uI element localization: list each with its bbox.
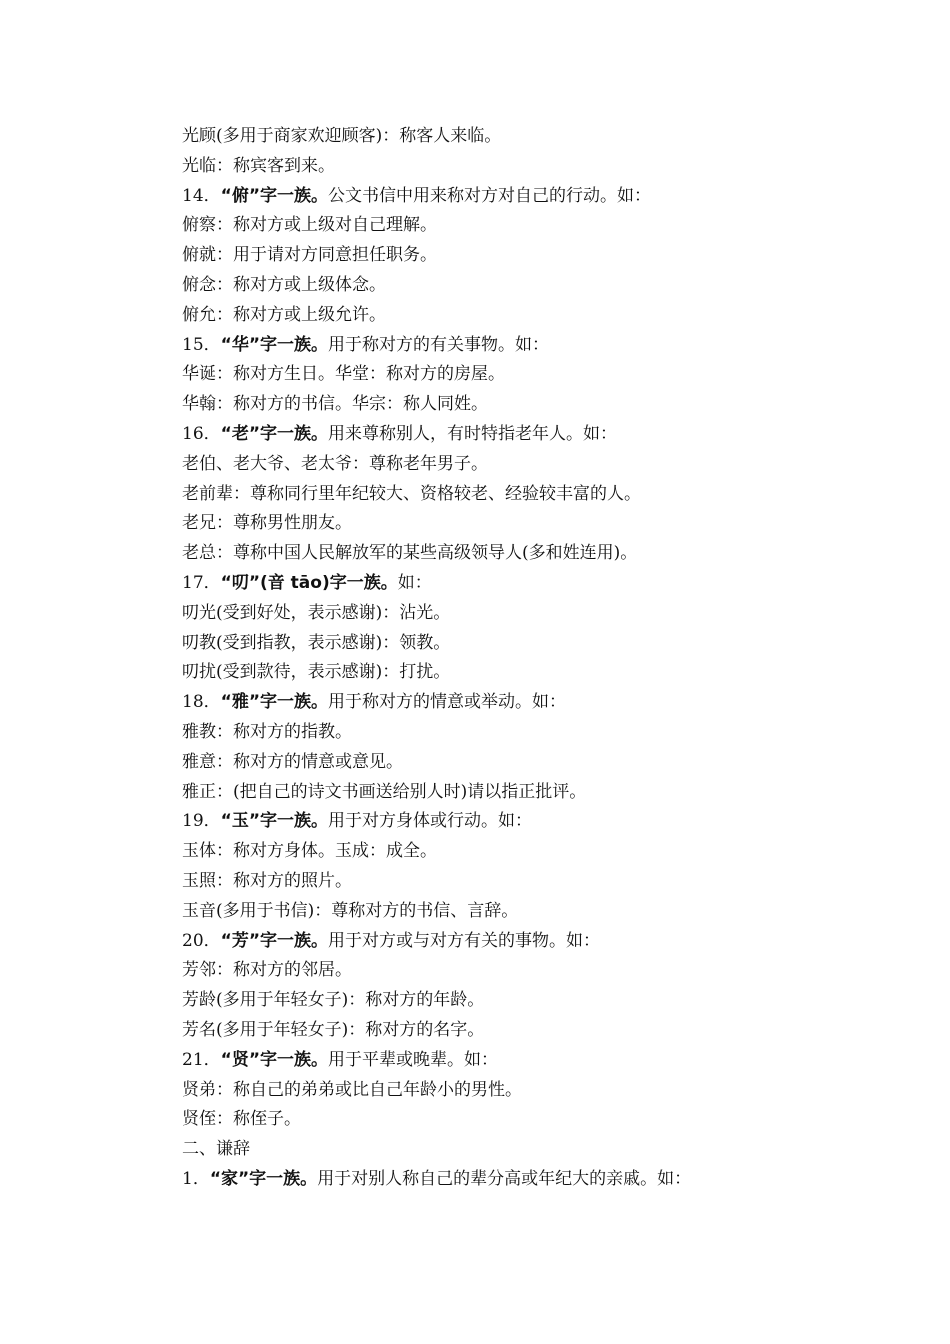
heading-description: 用于称对方的情意或举动。如： xyxy=(328,692,566,713)
document-page xyxy=(182,122,902,1195)
text-line: 叨教(受到指教，表示感谢)：领教。 xyxy=(182,632,451,653)
heading-title: “玉”字一族。 xyxy=(220,811,328,832)
heading-description: 用于对方身体或行动。如： xyxy=(328,811,532,832)
heading-number: 1． xyxy=(182,1168,210,1189)
text-line: 俯念：称对方或上级体念。 xyxy=(182,274,386,295)
section-heading xyxy=(182,927,902,957)
text-line: 芳名(多用于年轻女子)：称对方的名字。 xyxy=(182,1019,485,1040)
text-line: 贤侄：称侄子。 xyxy=(182,1109,301,1130)
heading-number: 14． xyxy=(182,185,221,206)
text-line: 雅正：(把自己的诗文书画送给别人时)请以指正批评。 xyxy=(182,781,587,802)
section-heading xyxy=(182,331,902,361)
text-line: 芳龄(多用于年轻女子)：称对方的年龄。 xyxy=(182,990,485,1011)
text-line: 雅教：称对方的指教。 xyxy=(182,721,352,742)
heading-title: “家”字一族。 xyxy=(209,1168,318,1189)
heading-description: 用来尊称别人，有时特指老年人。如： xyxy=(328,423,617,444)
text-line: 老伯、老大爷、老太爷：尊称老年男子。 xyxy=(182,453,488,474)
text-line: 俯允：称对方或上级允许。 xyxy=(182,304,386,325)
heading-number: 16． xyxy=(182,423,221,444)
text-line: 光临：称宾客到来。 xyxy=(182,155,335,176)
heading-number: 21． xyxy=(182,1049,221,1070)
section-heading xyxy=(182,1046,902,1076)
text-line: 玉音(多用于书信)：尊称对方的书信、言辞。 xyxy=(182,900,519,921)
chapter-heading: 二、谦辞 xyxy=(182,1139,250,1160)
heading-number: 17． xyxy=(182,572,221,593)
text-line: 华诞：称对方生日。华堂：称对方的房屋。 xyxy=(182,364,505,385)
heading-title: “俯”字一族。 xyxy=(220,185,328,206)
heading-number: 18． xyxy=(182,692,221,713)
heading-title: “华”字一族。 xyxy=(220,334,328,355)
text-line: 叨光(受到好处，表示感谢)：沾光。 xyxy=(182,602,451,623)
text-line: 老总：尊称中国人民解放军的某些高级领导人(多和姓连用)。 xyxy=(182,543,638,564)
heading-description: 用于对别人称自己的辈分高或年纪大的亲戚。如： xyxy=(317,1168,692,1189)
section-heading xyxy=(182,569,902,599)
text-line: 贤弟：称自己的弟弟或比自己年龄小的男性。 xyxy=(182,1079,522,1100)
heading-description: 公文书信中用来称对方对自己的行动。如： xyxy=(328,185,651,206)
heading-title: “贤”字一族。 xyxy=(220,1049,328,1070)
heading-title: “雅”字一族。 xyxy=(220,692,328,713)
text-line: 俯就：用于请对方同意担任职务。 xyxy=(182,245,437,266)
text-line: 玉照：称对方的照片。 xyxy=(182,870,352,891)
text-line: 华翰：称对方的书信。华宗：称人同姓。 xyxy=(182,394,488,415)
text-line: 老兄：尊称男性朋友。 xyxy=(182,513,352,534)
section-heading xyxy=(182,182,902,212)
heading-number: 15． xyxy=(182,334,221,355)
text-line: 叨扰(受到款待，表示感谢)：打扰。 xyxy=(182,662,451,683)
heading-number: 19． xyxy=(182,811,221,832)
text-line: 芳邻：称对方的邻居。 xyxy=(182,960,352,981)
heading-title: “叨”(音 tāo)字一族。 xyxy=(220,572,398,593)
heading-title: “芳”字一族。 xyxy=(220,930,328,951)
heading-number: 20． xyxy=(182,930,221,951)
heading-description: 用于平辈或晚辈。如： xyxy=(328,1049,498,1070)
section-heading xyxy=(182,688,902,718)
text-line: 俯察：称对方或上级对自己理解。 xyxy=(182,215,437,236)
text-line: 老前辈：尊称同行里年纪较大、资格较老、经验较丰富的人。 xyxy=(182,483,641,504)
section-heading xyxy=(182,1165,902,1195)
heading-description: 用于对方或与对方有关的事物。如： xyxy=(328,930,600,951)
heading-description: 用于称对方的有关事物。如： xyxy=(328,334,549,355)
heading-title: “老”字一族。 xyxy=(220,423,328,444)
text-line: 雅意：称对方的情意或意见。 xyxy=(182,751,403,772)
section-heading xyxy=(182,420,902,450)
text-line: 光顾(多用于商家欢迎顾客)：称客人来临。 xyxy=(182,126,502,146)
section-heading xyxy=(182,807,902,837)
text-line: 玉体：称对方身体。玉成：成全。 xyxy=(182,841,437,862)
heading-description: 如： xyxy=(397,572,432,593)
